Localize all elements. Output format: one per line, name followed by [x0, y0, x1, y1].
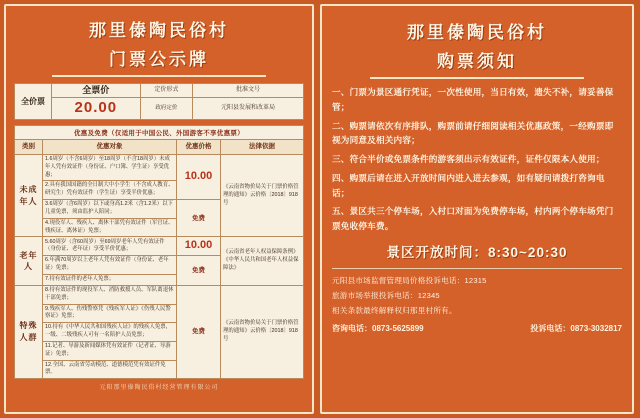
category-minors: 未成年人	[15, 155, 43, 237]
minors-object-3: 3.6周岁（含6周岁）以下或身高1.2米（含1.2米）以下儿童免票，须由监护人陪同；	[43, 200, 177, 219]
special-object-2: 9.残疾军人、伤残警察凭《残疾军人证》《伤残人民警察证》免票；	[43, 304, 177, 323]
consult-phone: 咨询电话：0873-5625899	[332, 324, 424, 334]
left-title-line1: 那里傣陶民俗村	[89, 21, 229, 40]
elderly-object-2: 6.年满70周岁以上老年人凭有效证件（身份证、老年证）免票；	[43, 256, 177, 275]
left-title-divider	[52, 75, 266, 77]
policy-header-row	[15, 140, 304, 155]
notice-rule-3: 三、符合半价或免票条件的游客须出示有效证件，证件仅限本人使用；	[332, 154, 605, 165]
header-object: 优惠对象	[43, 140, 177, 155]
elderly-price: 10.00	[177, 237, 221, 256]
complaint-phone: 投诉电话：0873-3032817	[530, 324, 622, 334]
full-price-value: 20.00	[52, 98, 141, 120]
notice-rule-2: 二、购票请依次有序排队，购票前请仔细阅读相关优惠政策，一经购票即视为同意及相关内容；	[332, 120, 614, 146]
special-object-5: 12.全国、云南省劳动模范、道德模范凭有效证件免票。	[43, 360, 177, 379]
table-row	[15, 155, 304, 181]
elderly-free: 免费	[177, 256, 221, 285]
full-price-label: 全票价	[52, 84, 141, 98]
special-law: 《云南省物价局关于门票价格管理的通知》云价格〔2018〕918号	[221, 285, 304, 378]
opening-hours-value: 8:30~20:30	[488, 245, 568, 261]
elderly-object-1: 5.60周岁（含60周岁）至69周岁老年人凭有效证件（身份证、老年证）享受半价优惠；	[43, 237, 177, 256]
left-title-line2: 门票公示牌	[109, 50, 209, 69]
pricing-form-value: 政府定价	[140, 98, 193, 120]
table-row	[15, 237, 304, 256]
category-special: 特殊人群	[15, 285, 43, 378]
header-category: 类别	[15, 140, 43, 155]
minors-free: 免费	[177, 200, 221, 237]
price-summary-value-row	[15, 98, 304, 120]
approval-authority-value: 元阳县发展和改革局	[193, 98, 304, 120]
elderly-law: 《云南省老年人权益保障条例》《中华人民共和国老年人权益保障法》	[221, 237, 304, 285]
opening-hours-label: 景区开放时间：	[386, 245, 489, 261]
right-board-divider	[332, 268, 622, 269]
minors-law: 《云南省物价局关于门票价格管理的通知》云价格〔2018〕918号	[221, 155, 304, 237]
phone-row	[332, 323, 622, 334]
right-title-line2: 购票须知	[437, 52, 517, 71]
category-elderly: 老年人	[15, 237, 43, 285]
minors-price: 10.00	[177, 155, 221, 200]
price-label-cell: 全价票	[15, 84, 52, 120]
contact-line-2: 旅游市场举报投诉电话：12345	[332, 290, 440, 300]
notice-rule-1: 一、门票为景区通行凭证，一次性使用，当日有效，遗失不补，请妥善保管；	[332, 87, 614, 112]
discount-policy-table	[14, 139, 304, 379]
special-object-4: 11.记者、导游及新闻媒体凭有效证件（记者证、导游证）免票；	[43, 341, 177, 360]
notice-rules-list	[332, 85, 622, 234]
ticket-price-board	[4, 4, 314, 414]
special-object-3: 10.持有《中华人民共和国残疾人证》的残疾人免票，一级、二级残疾人可有一名陪护人员免票；	[43, 323, 177, 342]
left-board-footer: 元阳那里傣陶民俗村经营管理有限公司	[99, 385, 219, 392]
price-summary-header-row	[15, 84, 304, 98]
table-row	[15, 285, 304, 304]
contact-line-1: 元阳县市场监督管理局价格投诉电话：12315	[332, 276, 487, 286]
contact-info-block	[332, 274, 622, 318]
ticket-notice-board	[320, 4, 634, 414]
header-law: 法律依据	[221, 140, 304, 155]
elderly-object-3: 7.持有效证件的老年人免票；	[43, 275, 177, 286]
special-object-1: 8.持有效证件的现役军人、消防救援人员、军队离退休干部免票；	[43, 285, 177, 304]
contact-line-3: 相关条款最终解释权归那里村所有。	[332, 305, 457, 315]
right-title-divider	[370, 77, 584, 79]
pricing-form-label: 定价形式	[140, 84, 193, 98]
price-summary-table	[14, 83, 304, 120]
special-free: 免费	[177, 285, 221, 378]
right-title-line1: 那里傣陶民俗村	[407, 23, 547, 42]
opening-hours-line	[332, 241, 622, 261]
discount-notice-bar: 优惠及免费（仅适用于中国公民、外国游客不享优惠票）	[14, 125, 304, 139]
minors-object-2: 2.具有我国国籍的全日制大中小学生（不含成人教育、研究生）凭有效证件（学生证）享受半价优惠；	[43, 181, 177, 200]
minors-object-4: 4.现役军人、残疾人、离休干部凭有效证件（军官证、残疾证、离休证）免票；	[43, 218, 177, 237]
approval-doc-label: 批准文号	[193, 84, 304, 98]
notice-rule-4: 四、购票后请在进入开放时间内进入进去参观，如有疑问请拨打咨询电话；	[332, 172, 605, 198]
notice-rule-5: 五、景区共三个停车场，入村口对面为免费停车场，村内两个停车场凭门票免收停车费。	[332, 206, 614, 232]
header-price: 优惠价格	[177, 140, 221, 155]
minors-object-1: 1.6周岁（不含6周岁）至18周岁（不含18周岁）未成年人凭有效证件（身份证、户口簿、学生证）享受优惠；	[43, 155, 177, 181]
